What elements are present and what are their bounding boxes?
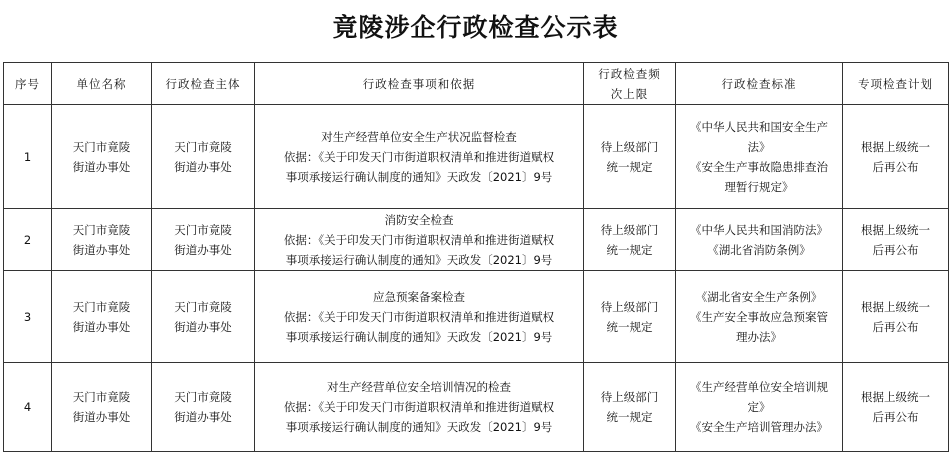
plan-line: 后再公布 <box>872 159 919 174</box>
table-row <box>4 105 949 209</box>
unit-line: 街道办事处 <box>72 319 131 334</box>
table-row <box>4 209 949 271</box>
table-row <box>4 271 949 363</box>
standard-line: 《中华人民共和国消防法》 <box>690 222 828 237</box>
unit-line: 街道办事处 <box>72 242 131 257</box>
subject-line: 天门市竟陵 <box>174 390 232 404</box>
cell-item <box>255 105 584 209</box>
standard-line: 《生产经营单位安全培训规 <box>690 380 828 394</box>
frequency-line: 统一规定 <box>606 242 653 257</box>
cell-subject <box>152 271 255 363</box>
cell-plan <box>843 209 949 271</box>
unit-line: 天门市竟陵 <box>72 139 131 154</box>
cell-standard <box>676 209 843 271</box>
plan-line: 后再公布 <box>872 410 919 424</box>
subject-line: 天门市竟陵 <box>174 222 232 237</box>
page-title: 竟陵涉企行政检查公示表 <box>332 13 619 42</box>
header-frequency-line1: 行政检查频 <box>598 66 661 81</box>
header-frequency <box>584 63 676 105</box>
cell-subject <box>152 209 255 271</box>
standard-line: 《湖北省消防条例》 <box>707 242 811 257</box>
item-basis-line: 依据：《关于印发天门市街道职权清单和推进街道赋权 <box>283 309 555 324</box>
cell-unit <box>52 363 152 452</box>
item-basis-line: 事项承接运行确认制度的通知》天政发〔2021〕9号 <box>285 169 553 184</box>
cell-standard <box>676 363 843 452</box>
subject-line: 街道办事处 <box>174 159 232 174</box>
subject-line: 天门市竟陵 <box>174 139 232 154</box>
unit-line: 天门市竟陵 <box>72 222 131 237</box>
cell-subject <box>152 105 255 209</box>
subject-line: 天门市竟陵 <box>174 299 232 314</box>
cell-unit <box>52 271 152 363</box>
plan-line: 根据上级统一 <box>861 390 930 404</box>
cell-frequency <box>584 363 676 452</box>
plan-line: 根据上级统一 <box>861 222 930 237</box>
cell-plan <box>843 271 949 363</box>
cell-plan <box>843 105 949 209</box>
cell-frequency <box>584 209 676 271</box>
frequency-line: 待上级部门 <box>600 299 659 314</box>
item-title: 消防安全检查 <box>384 212 454 227</box>
standard-line: 《湖北省安全生产条例》 <box>695 289 823 304</box>
standard-line: 《生产安全事故应急预案管 <box>690 309 828 324</box>
item-title: 应急预案备案检查 <box>373 289 465 304</box>
unit-line: 天门市竟陵 <box>72 390 131 404</box>
standard-line: 《安全生产事故隐患排查治 <box>690 159 828 174</box>
plan-line: 根据上级统一 <box>861 139 930 154</box>
frequency-line: 统一规定 <box>606 159 653 174</box>
frequency-line: 统一规定 <box>606 410 653 424</box>
standard-line: 定》 <box>747 400 771 414</box>
header-standard: 行政检查标准 <box>676 63 843 105</box>
cell-subject <box>152 363 255 452</box>
item-basis-line: 事项承接运行确认制度的通知》天政发〔2021〕9号 <box>285 252 553 267</box>
cell-item <box>255 363 584 452</box>
frequency-line: 统一规定 <box>606 319 653 334</box>
subject-line: 街道办事处 <box>174 319 232 334</box>
cell-index: 2 <box>4 209 52 271</box>
table-row <box>4 363 949 452</box>
header-items: 行政检查事项和依据 <box>255 63 584 105</box>
cell-item <box>255 271 584 363</box>
cell-standard <box>676 271 843 363</box>
frequency-line: 待上级部门 <box>600 222 659 237</box>
plan-line: 后再公布 <box>872 319 919 334</box>
item-basis-line: 依据：《关于印发天门市街道职权清单和推进街道赋权 <box>283 149 555 164</box>
cell-frequency <box>584 271 676 363</box>
item-basis-line: 事项承接运行确认制度的通知》天政发〔2021〕9号 <box>285 329 553 344</box>
header-frequency-line2: 次上限 <box>610 86 649 101</box>
item-title: 对生产经营单位安全生产状况监督检查 <box>321 129 517 144</box>
header-plan: 专项检查计划 <box>843 63 949 105</box>
inspection-table <box>3 62 949 452</box>
frequency-line: 待上级部门 <box>600 139 659 154</box>
standard-line: 《安全生产培训管理办法》 <box>690 420 828 434</box>
standard-line: 法》 <box>747 139 771 154</box>
cell-unit <box>52 105 152 209</box>
cell-index: 3 <box>4 271 52 363</box>
cell-unit <box>52 209 152 271</box>
header-index: 序号 <box>4 63 52 105</box>
item-basis-line: 依据：《关于印发天门市街道职权清单和推进街道赋权 <box>283 232 555 247</box>
unit-line: 街道办事处 <box>72 159 131 174</box>
cell-plan <box>843 363 949 452</box>
standard-line: 《中华人民共和国安全生产 <box>690 119 828 134</box>
cell-index: 1 <box>4 105 52 209</box>
subject-line: 街道办事处 <box>174 410 232 424</box>
frequency-line: 待上级部门 <box>600 390 659 404</box>
subject-line: 街道办事处 <box>174 242 232 257</box>
unit-line: 街道办事处 <box>72 410 131 424</box>
cell-standard <box>676 105 843 209</box>
standard-line: 理暂行规定》 <box>724 179 794 194</box>
item-title: 对生产经营单位安全培训情况的检查 <box>327 380 511 394</box>
item-basis-line: 依据：《关于印发天门市街道职权清单和推进街道赋权 <box>283 400 555 414</box>
header-row <box>4 63 949 105</box>
unit-line: 天门市竟陵 <box>72 299 131 314</box>
plan-line: 后再公布 <box>872 242 919 257</box>
header-unit: 单位名称 <box>52 63 152 105</box>
item-basis-line: 事项承接运行确认制度的通知》天政发〔2021〕9号 <box>285 420 553 434</box>
cell-frequency <box>584 105 676 209</box>
header-subject: 行政检查主体 <box>152 63 255 105</box>
cell-index: 4 <box>4 363 52 452</box>
plan-line: 根据上级统一 <box>861 299 930 314</box>
standard-line: 理办法》 <box>736 329 782 344</box>
cell-item <box>255 209 584 271</box>
